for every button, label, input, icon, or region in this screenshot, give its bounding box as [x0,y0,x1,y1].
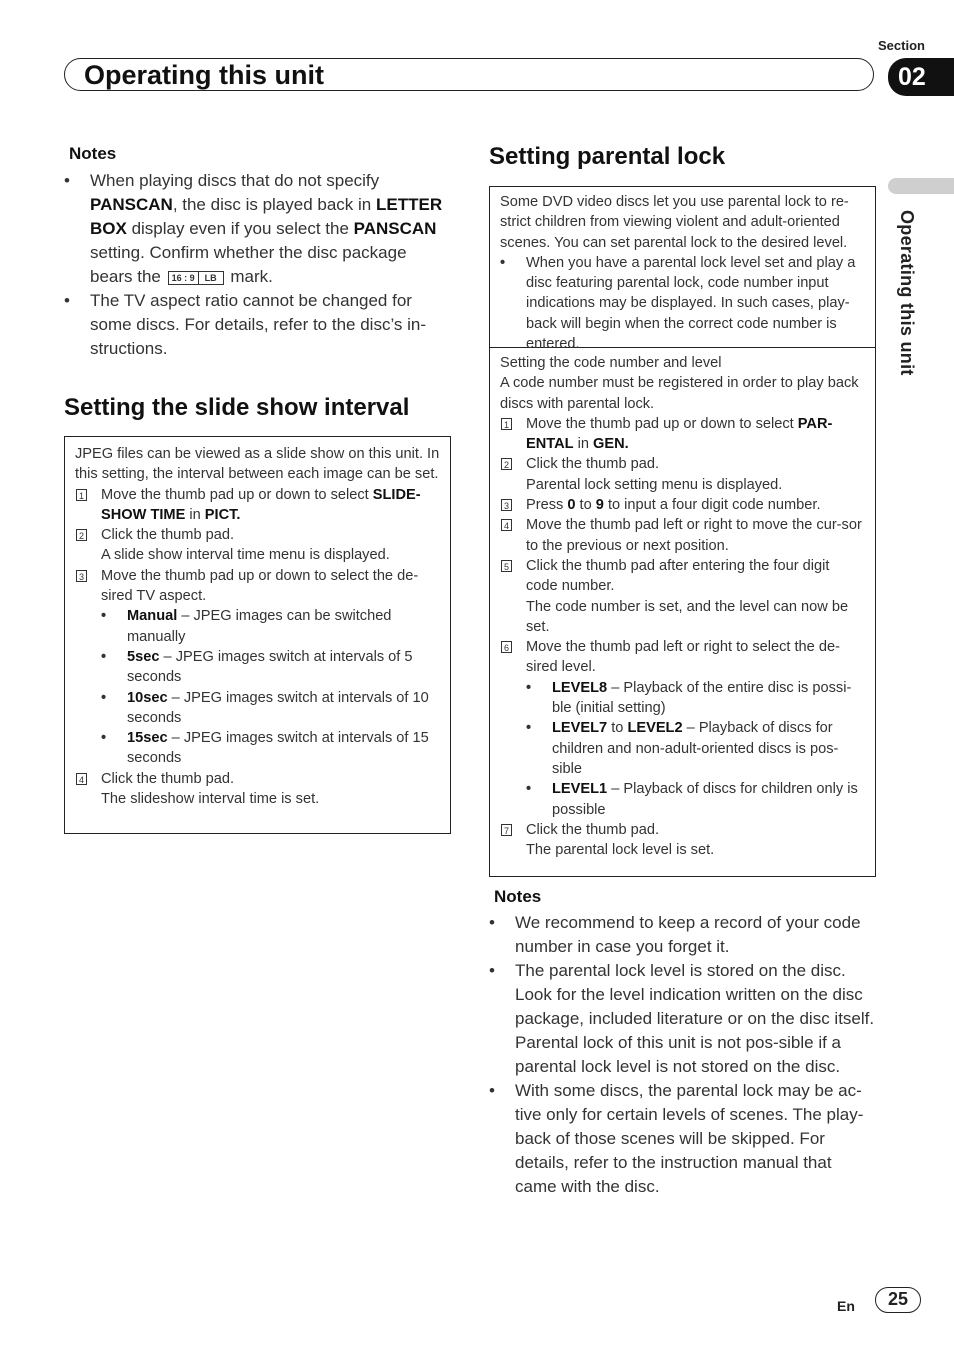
text-bold: PICT. [204,506,241,523]
list-item [101,688,440,729]
option-name: 15sec [127,730,168,747]
option-name: 10sec [127,689,168,706]
sub-title: Setting the code number and level [500,355,722,371]
level-name: LEVEL7 [552,720,608,737]
text: Click the thumb pad. [526,456,660,473]
list-item [101,647,440,688]
section-number-badge: 02 [888,58,954,96]
text-bold: PANSCAN [353,219,437,238]
mark-lb: LB [198,272,223,284]
step-number: 1 [76,489,87,501]
level-desc: – Playback of discs for children only is possible [552,781,858,818]
step-1 [75,485,440,526]
sub-intro: A code number must be registered in order to play back discs with parental lock. [500,375,859,412]
slide-show-intro: JPEG files can be viewed as a slide show on this unit. In this setting, the interval between each image can be set. [75,446,440,483]
step-number: 4 [501,519,512,531]
list-item: • The parental lock level is stored on the disc. Look for the level indication written on the disc package, included literature or on the disc itself. Parental lock of this unit is not pos-sible if a parental lock level is not stored on the disc. [489,959,875,1079]
text: in [185,506,205,523]
text: Move the thumb pad left or right to move the cur-sor to the previous or next position. [526,517,862,554]
step-result: The code number is set, and the level can now be set. [526,598,849,635]
list-item [101,728,440,769]
text-bold: 0 [567,497,576,514]
text: Move the thumb pad up or down to select [526,415,798,432]
text: Click the thumb pad. [526,821,660,838]
text: in [573,436,594,453]
list-item: • We recommend to keep a record of your code number in case you forget it. [489,911,875,959]
interval-options [75,606,440,768]
list-item: • The TV aspect ratio cannot be changed for some discs. For details, refer to the disc’s in-structions. [64,289,444,361]
slide-show-box [64,436,451,834]
step-2 [75,525,440,566]
list-item [64,169,444,289]
option-name: Manual [127,608,178,625]
step-number: 7 [501,824,512,836]
text: When playing discs that do not specify [90,171,380,190]
step-4 [500,515,865,556]
letterbox-mark-icon [168,271,224,285]
text: Press [526,497,568,514]
text: Click the thumb pad. [101,527,235,544]
option-desc: – JPEG images switch at intervals of 5 seconds [127,648,413,686]
text: Move the thumb pad up or down to select the de-sired TV aspect. [101,567,419,605]
step-number: 1 [501,418,512,430]
step-3 [75,566,440,607]
parental-lock-box [489,186,876,877]
level-name: LEVEL8 [552,679,608,696]
level-options [500,678,865,820]
level-name: LEVEL2 [627,720,683,737]
page-number: 25 [875,1287,921,1313]
parental-intro-section [490,187,875,353]
option-desc: – JPEG images can be switched manually [127,608,392,645]
side-tab-label: Operating this unit [897,210,917,376]
step-number: 4 [76,773,87,785]
list-item [101,606,440,647]
text: setting. Confirm whether the disc package bears the [90,243,407,286]
step-number: 3 [76,570,87,582]
step-number: 2 [76,529,87,541]
step-1 [500,414,865,455]
step-result: A slide show interval time menu is displayed. [101,547,390,564]
step-number: 3 [501,499,512,511]
list-item [526,678,865,719]
text: Click the thumb pad after entering the four digit code number. [526,557,830,595]
step-2 [500,454,865,495]
right-notes-heading: Notes [494,887,542,906]
step-result: The slideshow interval time is set. [101,791,320,808]
text-bold: LETTER BOX [90,195,443,238]
parental-intro-list [500,253,865,354]
step-7 [500,820,865,861]
language-label: En [837,1298,855,1314]
list-item: • When you have a parental lock level set and play a disc featuring parental lock, code number input indications may be displayed. In such cases, play-back will begin when the correct code number is entered. [500,253,865,354]
left-notes-heading: Notes [69,144,117,163]
step-number: 2 [501,458,512,470]
level-name: LEVEL1 [552,781,608,798]
option-name: 5sec [127,648,160,665]
option-desc: – JPEG images switch at intervals of 10 seconds [127,689,429,726]
text: Move the thumb pad up or down to select [101,486,373,503]
mark-ratio: 16 : 9 [171,272,195,283]
text-bold: PAR-ENTAL [526,415,833,453]
text: Move the thumb pad left or right to select the de-sired level. [526,639,840,676]
step-5 [500,556,865,637]
step-6 [500,637,865,678]
page-title: Operating this unit [84,60,324,90]
right-notes-list [489,911,875,1199]
step-result: Parental lock setting menu is displayed. [526,476,783,493]
text: mark. [225,267,273,286]
option-desc: – JPEG images switch at intervals of 15 seconds [127,730,429,767]
text-bold: SLIDE-SHOW TIME [101,486,421,523]
text: , the disc is played back in [172,195,376,214]
text: Click the thumb pad. [101,770,235,787]
right-notes [489,887,875,1199]
parental-steps-section [490,348,875,866]
step-number: 5 [501,560,512,572]
text: to [607,720,628,737]
text-bold: PANSCAN [90,195,173,214]
list-item [526,779,865,820]
list-item [526,718,865,779]
level-desc: – Playback of discs for children and non-adult-oriented discs is pos-sible [552,720,839,777]
side-tab-marker [888,178,954,194]
text: to [575,497,596,514]
parental-intro: Some DVD video discs let you use parental lock to re-strict children from viewing violent and adult-oriented scenes. You can set parental lock to the desired level. [500,194,849,251]
left-notes [64,144,444,361]
text: to input a four digit code number. [603,497,821,514]
step-3 [500,495,865,515]
step-result: The parental lock level is set. [526,842,715,859]
step-number: 6 [501,641,512,653]
left-notes-list [64,169,444,361]
section-label: Section [878,38,925,53]
step-4 [75,769,440,810]
list-item: • With some discs, the parental lock may be ac-tive only for certain levels of scenes. The play-back of those scenes will be skipped. For details, refer to the instruction manual that came with the disc. [489,1079,875,1199]
parental-lock-heading: Setting parental lock [489,143,726,170]
text: display even if you select the [126,219,354,238]
level-desc: – Playback of the entire disc is possi-ble (initial setting) [552,679,852,717]
text-bold: GEN. [593,436,629,453]
text-bold: 9 [595,497,604,514]
slide-show-heading: Setting the slide show interval [64,394,410,421]
